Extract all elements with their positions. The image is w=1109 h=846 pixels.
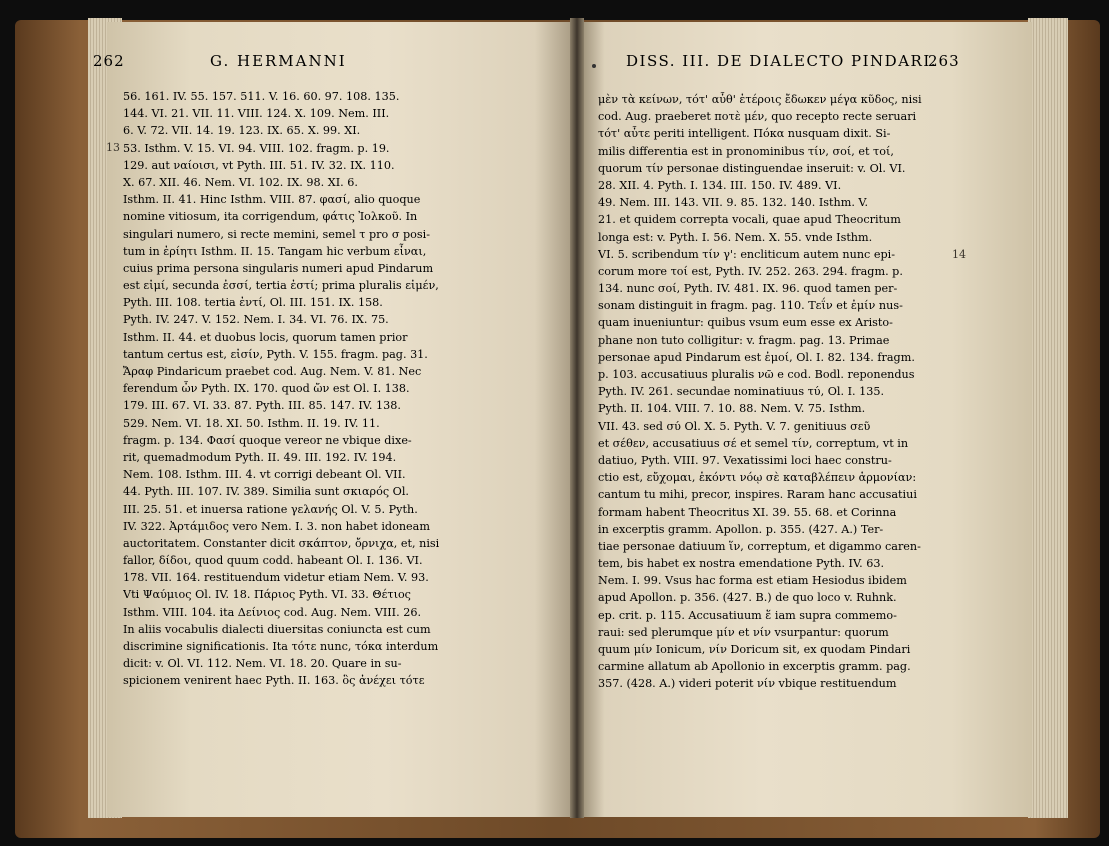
printer-mark: [592, 64, 596, 68]
right-text-line: ctio est, εὔχομαι, ἑκόντι νόῳ σὲ καταβλέπειν ἁρμονίαν:: [598, 471, 917, 485]
right-text-line: Pyth. IV. 261. secundae nominatiuus τύ, Ol. I. 135.: [598, 385, 885, 399]
left-text-line: Isthm. II. 44. et duobus locis, quorum tamen prior: [123, 330, 408, 344]
left-text-line: IV. 322. Ἀρτάμιδος vero Nem. I. 3. non habet idoneam: [123, 519, 430, 533]
left-text-line: cuius prima persona singularis numeri apud Pindarum: [123, 261, 434, 275]
left-body-text: [123, 88, 453, 690]
left-text-line: discrimine significationis. Ita τότε nunc, τόκα interdum: [123, 640, 439, 653]
right-text-line: 357. (428. A.) videri poterit νίν vbique restituendum: [598, 677, 897, 691]
left-text-line: rit, quemadmodum Pyth. II. 49. III. 192. IV. 194.: [123, 450, 397, 464]
right-text-line: apud Apollon. p. 356. (427. B.) de quo loco v. Ruhnk.: [598, 591, 897, 605]
left-text-line: dicit: v. Ol. VI. 112. Nem. VI. 18. 20. Quare in su-: [123, 657, 402, 671]
right-text-line: datiuo, Pyth. VIII. 97. Vexatissimi loci haec constru-: [598, 453, 892, 467]
right-text-line: personae apud Pindarum est ἐμοί, Ol. I. 82. 134. fragm.: [598, 350, 915, 364]
left-text-line: Isthm. II. 41. Hinc Isthm. VIII. 87. φασί, alio quoque: [123, 193, 421, 207]
right-text-line: μὲν τὰ κείνων, τότ' αὖθ' ἑτέροις ἔδωκεν μέγα κῦδος, nisi: [598, 93, 922, 106]
left-running-title: G. HERMANNI: [210, 52, 347, 70]
left-text-line: tantum certus est, εἰσίν, Pyth. V. 155. fragm. pag. 31.: [123, 347, 428, 361]
left-text-line: est εἰμί, secunda ἐσσί, tertia ἐστί; prima pluralis εἰμέν,: [123, 279, 439, 293]
right-text-line: 134. nunc σοί, Pyth. IV. 481. IX. 96. quod tamen per-: [598, 282, 898, 296]
right-text-line: p. 103. accusatiuus pluralis νῶ e cod. Bodl. reponendus: [598, 368, 915, 381]
left-text-line: singulari numero, si recte memini, semel τ pro σ posi-: [123, 227, 431, 241]
right-text-line: VII. 43. sed σύ Ol. X. 5. Pyth. V. 7. genitiuus σεῦ: [598, 419, 871, 433]
right-text-line: cantum tu mihi, precor, inspires. Raram hanc accusatiui: [598, 488, 917, 502]
left-text-line: fallor, δίδοι, quod quum codd. habeant Ol. I. 136. VI.: [123, 554, 423, 568]
right-text-line: longa est: v. Pyth. I. 56. Nem. X. 55. vnde Isthm.: [598, 230, 873, 244]
left-text-line: 6. V. 72. VII. 14. 19. 123. IX. 65. X. 99. XI.: [123, 124, 361, 138]
right-text-line: sonam distinguit in fragm. pag. 110. Τεΐν et ἐμίν nus-: [598, 299, 903, 313]
left-text-line: Vti Ψαύμιος Ol. IV. 18. Πάριος Pyth. VI. 33. Θέτιος: [123, 588, 411, 602]
left-text-line: In aliis vocabulis dialecti diuersitas coniuncta est cum: [123, 622, 431, 636]
right-text-line: quorum τίν personae distinguendae inseruit: v. Ol. VI.: [598, 161, 906, 175]
right-margin-note: 14: [952, 248, 966, 261]
right-text-line: cod. Aug. praeberet ποτὲ μέν, quo recepto recte seruari: [598, 110, 917, 124]
right-text-line: corum more τοί est, Pyth. IV. 252. 263. 294. fragm. p.: [598, 264, 903, 278]
right-text-line: 28. XII. 4. Pyth. I. 134. III. 150. IV. 489. VI.: [598, 178, 842, 192]
right-text-line: et σέθεν, accusatiuus σέ et semel τίν, correptum, vt in: [598, 436, 909, 450]
left-text-line: fragm. p. 134. Φασί quoque vereor ne vbique dixe-: [123, 433, 412, 447]
right-text-line: 49. Nem. III. 143. VII. 9. 85. 132. 140. Isthm. V.: [598, 196, 869, 210]
page-edges-right: [1028, 18, 1068, 818]
left-text-line: Ἄραφ Pindaricum praebet cod. Aug. Nem. V. 81. Nec: [123, 365, 422, 378]
left-text-line: Pyth. III. 108. tertia ἐντί, Ol. III. 151. IX. 158.: [123, 296, 383, 310]
left-text-line: Pyth. IV. 247. V. 152. Nem. I. 34. VI. 76. IX. 75.: [123, 313, 389, 327]
left-text-line: tum in ἐρίητι Isthm. II. 15. Tangam hic verbum εἶναι,: [123, 244, 427, 258]
right-text-line: raui: sed plerumque μίν et νίν vsurpantur: quorum: [598, 625, 889, 639]
left-text-line: 44. Pyth. III. 107. IV. 389. Similia sunt σκιαρός Ol.: [123, 485, 409, 499]
right-text-line: milis differentia est in pronominibus τίν, σοί, et τοί,: [598, 144, 894, 158]
right-text-line: quum μίν Ionicum, νίν Doricum sit, ex quodam Pindari: [598, 643, 911, 656]
right-text-line: τότ' αὖτε periti intelligent. Πόκα nusquam dixit. Si-: [598, 127, 891, 141]
left-text-line: 179. III. 67. VI. 33. 87. Pyth. III. 85. 147. IV. 138.: [123, 399, 401, 413]
left-margin-note: 13: [106, 141, 120, 154]
right-text-line: phane non tuto colligitur: v. fragm. pag. 13. Primae: [598, 333, 890, 347]
right-text-line: tem, bis habet ex nostra emendatione Pyth. IV. 63.: [598, 557, 885, 571]
left-page-number: 262: [93, 52, 125, 70]
left-text-line: 178. VII. 164. restituendum videtur etiam Nem. V. 93.: [123, 571, 429, 585]
right-text-line: tiae personae datiuum ἵν, correptum, et digammo caren-: [598, 539, 921, 553]
left-text-line: ferendum ὦν Pyth. IX. 170. quod ὤν est Ol. I. 138.: [123, 382, 410, 396]
left-text-line: X. 67. XII. 46. Nem. VI. 102. IX. 98. XI. 6.: [123, 175, 358, 189]
right-text-line: carmine allatum ab Apollonio in excerptis gramm. pag.: [598, 660, 911, 674]
left-text-line: 529. Nem. VI. 18. XI. 50. Isthm. II. 19. IV. 11.: [123, 416, 380, 430]
right-text-line: Pyth. II. 104. VIII. 7. 10. 88. Nem. V. 75. Isthm.: [598, 402, 866, 416]
right-text-line: Nem. I. 99. Vsus hac forma est etiam Hesiodus ibidem: [598, 574, 907, 588]
right-text-line: 21. et quidem correpta vocali, quae apud Theocritum: [598, 213, 901, 227]
right-text-line: ep. crit. p. 115. Accusatiuum ἕ iam supra commemo-: [598, 608, 897, 622]
left-text-line: III. 25. 51. et inuersa ratione γελανής Ol. V. 5. Pyth.: [123, 502, 418, 516]
left-text-line: Isthm. VIII. 104. ita Δείνιος cod. Aug. Nem. VIII. 26.: [123, 605, 422, 619]
right-text-line: in excerptis gramm. Apollon. p. 355. (427. A.) Ter-: [598, 522, 884, 536]
right-page-number: 263: [928, 52, 960, 70]
left-text-line: 56. 161. IV. 55. 157. 511. V. 16. 60. 97. 108. 135.: [123, 90, 400, 103]
left-text-line: Nem. 108. Isthm. III. 4. vt corrigi debeant Ol. VII.: [123, 468, 406, 482]
book-gutter: [570, 18, 584, 818]
left-text-line: spicionem venirent haec Pyth. II. 163. ὃς ἀνέχει τότε: [123, 674, 425, 688]
right-text-line: VI. 5. scribendum τίν γ': encliticum autem nunc epi-: [598, 247, 896, 261]
right-text-line: quam inueniuntur: quibus vsum eum esse ex Aristo-: [598, 316, 893, 330]
left-text-line: 53. Isthm. V. 15. VI. 94. VIII. 102. fragm. p. 19.: [123, 141, 390, 155]
right-text-line: formam habent Theocritus XI. 39. 55. 68. et Corinna: [598, 505, 897, 519]
left-text-line: 144. VI. 21. VII. 11. VIII. 124. X. 109. Nem. III.: [123, 107, 390, 121]
left-text-line: auctoritatem. Constanter dicit σκάπτον, ὄρνιχα, et, nisi: [123, 536, 440, 550]
right-running-title: DISS. III. DE DIALECTO PINDARI.: [626, 52, 938, 70]
right-body-text: [598, 91, 938, 693]
left-text-line: nomine vitiosum, ita corrigendum, φάτις Ἰολκοῦ. In: [123, 210, 418, 224]
left-text-line: 129. aut ναίοισι, vt Pyth. III. 51. IV. 32. IX. 110.: [123, 158, 395, 172]
